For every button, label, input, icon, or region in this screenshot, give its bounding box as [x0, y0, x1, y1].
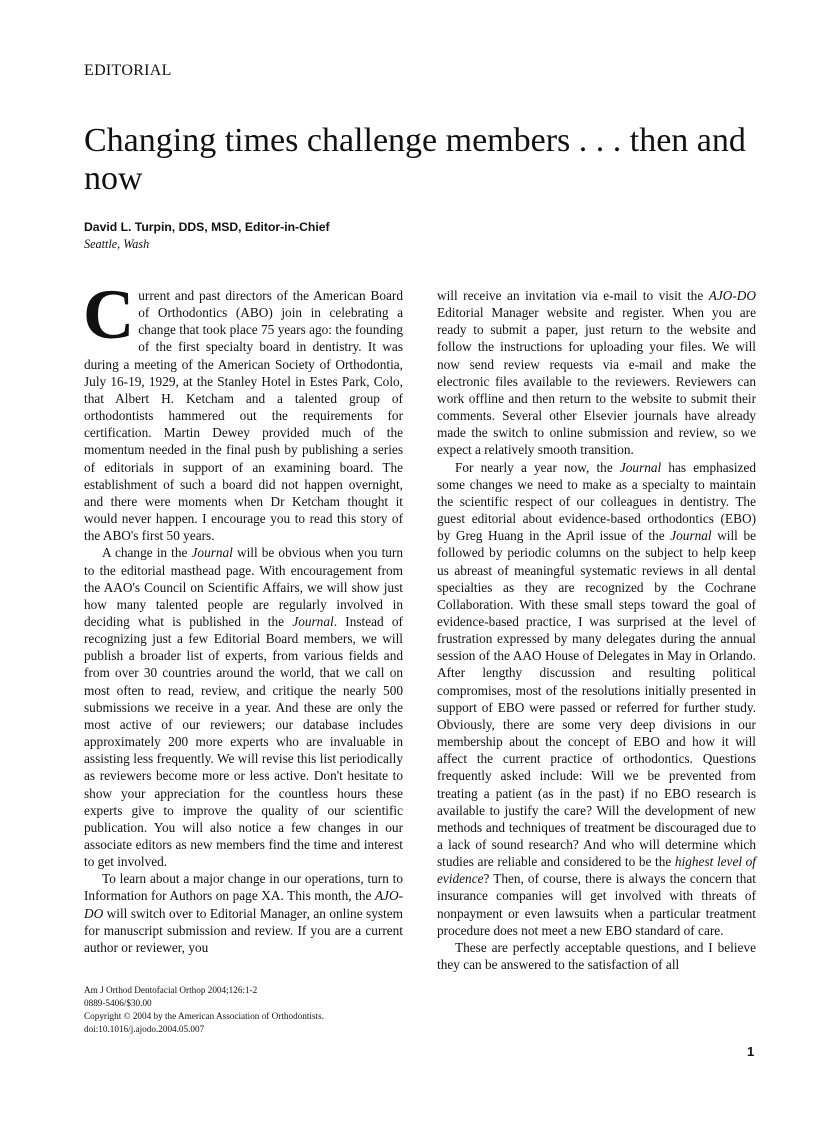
paragraph	[83, 276, 403, 544]
text-segment: will be obvious when you turn to the editorial masthead page. With encouragement from the AAO's Council on Scientific Affairs, we will show just how many talented people are regularly involved in deciding what is published in the	[84, 545, 403, 629]
text-segment: . Instead of recognizing just a few Editorial Board members, we will publish a broader list of experts, from various fields and from over 30 countries around the world, that we call on most often to read, review, and critique the nearly 500 submissions we receive in a year. And these are only the most active of our reviewers; our database includes approximately 200 more experts who are invaluable in assisting less frequently. We will revise this list periodically as reviewers become more or less active. Don't hesitate to show your appreciation for the countless hours these experts give to improve the quality of our scientific publication. You will also notice a few changes in our associate editors as new members find the time and interest to get involved.	[84, 613, 403, 870]
text-segment: These are perfectly acceptable questions, and I believe they can be answered to the satisfaction of all	[437, 939, 756, 973]
italic-text: Journal	[191, 545, 233, 561]
copyright: Copyright © 2004 by the American Association of Orthodontists.	[84, 1011, 324, 1021]
italic-text: Journal	[292, 613, 334, 629]
left-column	[83, 276, 403, 956]
text-segment: ? Then, of course, there is always the concern that insurance companies will get involved with threats of nonpayment or even lawsuits when a particular treatment procedure does not meet a new EBO standard of care.	[437, 871, 756, 938]
text-segment: will switch over to Editorial Manager, an online system for manuscript submission and review. If you are a current author or reviewer, you	[84, 905, 403, 955]
text-segment: has emphasized some changes we need to make as a specialty to maintain the scientific respect of our colleagues in dentistry. The guest editorial about evidence-based orthodontics (EBO) by Greg Huang in the April issue of the	[437, 459, 757, 544]
text-segment: will receive an invitation via e-mail to visit the	[437, 288, 709, 303]
text-segment: Editorial Manager website and register. When you are ready to submit a paper, just return to the website and follow the instructions for uploading your files. We will now send review requests via e-mail and make the electronic files available to the reviewers. Reviewers can work offline and then return to the website to submit their comments. Several other Elsevier journals have already made the switch to online submission and review, so we expect a relatively smooth transition.	[437, 305, 756, 458]
citation: Am J Orthod Dentofacial Orthop 2004;126:1-2	[84, 985, 258, 995]
author-location: Seattle, Wash	[84, 237, 150, 251]
text-segment: will be followed by periodic columns on the subject to help keep us abreast of meaningful systematic reviews in all dental specialties as they are recognized by the Cochrane Collaboration. With these small steps toward the goal of evidence-based practice, I was surprised at the level of frustration expressed by many delegates during the annual session of the AAO House of Delegates in May in Orlando. After lengthy discussion and resulting political compromises, most of the resolutions initially presented in support of EBO were passed or referred for further study. Obviously, there are some very deep divisions in our membership about the concept of EBO and how it will affect the current practice of orthodontics. Questions frequently asked include: Will we be prevented from treating a patient (as in the past) if no EBO research is available to justify the care? Will the development of new methods and techniques of treatment be discouraged due to a lack of sound research? And who will determine which studies are reliable and considered to be the	[437, 528, 756, 870]
author-byline: David L. Turpin, DDS, MSD, Editor-in-Chief	[84, 220, 330, 234]
italic-text: Journal	[670, 528, 712, 544]
italic-text: highest level of evidence	[437, 854, 757, 887]
paragraph	[84, 544, 403, 870]
article-title: Changing times challenge members . . . then and now	[84, 122, 746, 197]
text-segment: To learn about a major change in our operations, turn to Information for Authors on page XA. This month, the	[84, 871, 403, 904]
citation-footer	[84, 984, 324, 1036]
italic-text: AJO-DO	[84, 888, 403, 921]
paragraph	[437, 459, 756, 939]
paragraph	[437, 939, 756, 973]
section-label: EDITORIAL	[84, 62, 172, 79]
paragraph	[84, 870, 403, 956]
text-segment: For nearly a year now, the	[455, 459, 620, 475]
right-column	[437, 287, 756, 973]
page-number: 1	[747, 1044, 755, 1059]
italic-text: AJO-DO	[708, 288, 756, 303]
italic-text: Journal	[619, 459, 662, 475]
doi: doi:10.1016/j.ajodo.2004.05.007	[84, 1024, 205, 1034]
issn: 0889-5406/$30.00	[84, 998, 152, 1008]
paragraph	[437, 287, 756, 459]
text-segment: urrent and past directors of the American Board of Orthodontics (ABO) join in celebrating a change that took place 75 years ago: the founding of the first specialty board in dentistry. It was during a meeting of the American Society of Orthodontia, July 16-19, 1929, at the Stanley Hotel in Estes Park, Colo, that Albert H. Ketcham and a talented group of orthodontists hammered out the requirements for certification. Martin Dewey provided much of the momentum needed in the final push by publishing a series of editorials in support of an examining board. The establishment of such a board did not happen overnight, and there were moments when Dr Ketcham thought it would never happen. I encourage you to read this story of the ABO's first 50 years.	[84, 288, 403, 544]
text-segment: A change in the	[102, 545, 192, 561]
drop-cap: C	[83, 276, 135, 354]
